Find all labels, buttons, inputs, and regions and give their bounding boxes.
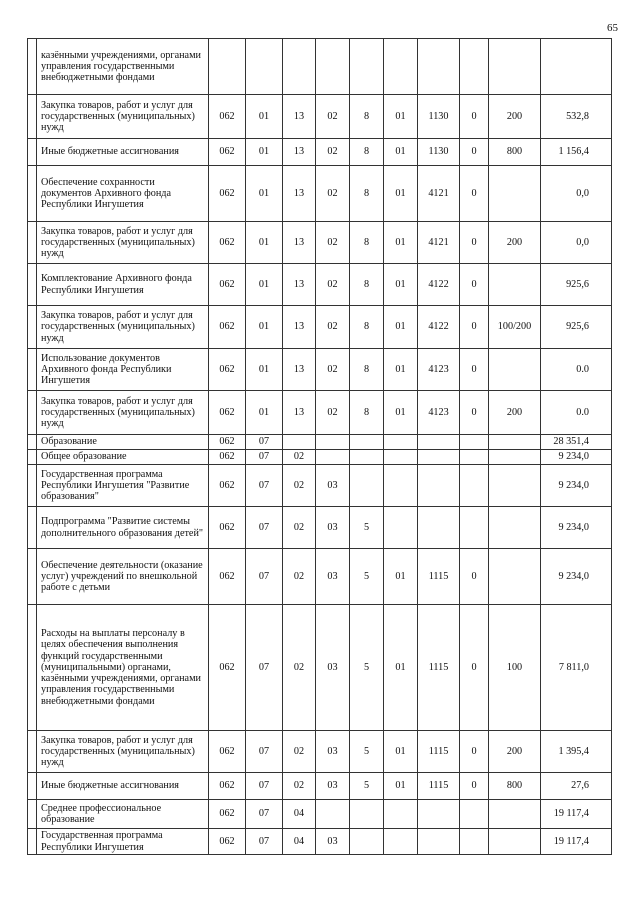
row-number-cell bbox=[28, 435, 37, 450]
code-cell-c3: 02 bbox=[283, 465, 316, 507]
code-cell-c2: 01 bbox=[246, 222, 283, 264]
code-cell-c5: 8 bbox=[350, 264, 384, 306]
code-cell-c7: 1130 bbox=[418, 139, 460, 166]
code-cell-c9 bbox=[489, 264, 541, 306]
code-cell-c7: 4122 bbox=[418, 306, 460, 349]
code-cell-c2: 01 bbox=[246, 349, 283, 391]
code-cell-c5: 8 bbox=[350, 166, 384, 222]
code-cell-c7 bbox=[418, 800, 460, 829]
code-cell-c5: 5 bbox=[350, 731, 384, 773]
amount-cell: 1 395,4 bbox=[541, 731, 612, 773]
code-cell-c1: 062 bbox=[209, 800, 246, 829]
code-cell-c6: 01 bbox=[384, 264, 418, 306]
code-cell-c6: 01 bbox=[384, 549, 418, 605]
code-cell-c5: 8 bbox=[350, 391, 384, 435]
code-cell-c1: 062 bbox=[209, 391, 246, 435]
code-cell-c3: 13 bbox=[283, 139, 316, 166]
item-name-cell: Иные бюджетные ассигнования bbox=[37, 139, 209, 166]
code-cell-c4: 02 bbox=[316, 306, 350, 349]
code-cell-c6 bbox=[384, 39, 418, 95]
code-cell-c9: 200 bbox=[489, 391, 541, 435]
code-cell-c1: 062 bbox=[209, 829, 246, 855]
code-cell-c3: 02 bbox=[283, 507, 316, 549]
amount-cell: 0,0 bbox=[541, 166, 612, 222]
code-cell-c9 bbox=[489, 507, 541, 549]
row-number-cell bbox=[28, 605, 37, 731]
amount-cell: 9 234,0 bbox=[541, 450, 612, 465]
code-cell-c9 bbox=[489, 800, 541, 829]
amount-cell: 28 351,4 bbox=[541, 435, 612, 450]
code-cell-c7: 4121 bbox=[418, 222, 460, 264]
code-cell-c5: 8 bbox=[350, 95, 384, 139]
row-number-cell bbox=[28, 39, 37, 95]
code-cell-c3: 13 bbox=[283, 264, 316, 306]
code-cell-c6: 01 bbox=[384, 166, 418, 222]
code-cell-c7 bbox=[418, 450, 460, 465]
code-cell-c6: 01 bbox=[384, 349, 418, 391]
code-cell-c6 bbox=[384, 829, 418, 855]
code-cell-c6: 01 bbox=[384, 773, 418, 800]
code-cell-c2: 07 bbox=[246, 549, 283, 605]
row-number-cell bbox=[28, 264, 37, 306]
table-row bbox=[28, 391, 612, 435]
code-cell-c8 bbox=[460, 435, 489, 450]
row-number-cell bbox=[28, 306, 37, 349]
code-cell-c3 bbox=[283, 435, 316, 450]
amount-cell: 0.0 bbox=[541, 349, 612, 391]
code-cell-c5 bbox=[350, 450, 384, 465]
code-cell-c1: 062 bbox=[209, 773, 246, 800]
code-cell-c9: 800 bbox=[489, 139, 541, 166]
code-cell-c4: 02 bbox=[316, 222, 350, 264]
code-cell-c7: 1115 bbox=[418, 605, 460, 731]
item-name-cell: казёнными учреждениями, органами управления государственными внебюджетными фондами bbox=[37, 39, 209, 95]
code-cell-c4 bbox=[316, 435, 350, 450]
table-row bbox=[28, 306, 612, 349]
amount-cell: 0,0 bbox=[541, 222, 612, 264]
item-name-cell: Закупка товаров, работ и услуг для государственных (муниципальных) нужд bbox=[37, 95, 209, 139]
amount-cell: 27,6 bbox=[541, 773, 612, 800]
code-cell-c4: 02 bbox=[316, 264, 350, 306]
code-cell-c2: 01 bbox=[246, 95, 283, 139]
code-cell-c8 bbox=[460, 465, 489, 507]
amount-cell: 9 234,0 bbox=[541, 549, 612, 605]
code-cell-c1: 062 bbox=[209, 349, 246, 391]
code-cell-c4: 03 bbox=[316, 465, 350, 507]
code-cell-c2: 01 bbox=[246, 391, 283, 435]
code-cell-c2: 07 bbox=[246, 800, 283, 829]
code-cell-c4: 02 bbox=[316, 166, 350, 222]
code-cell-c4: 03 bbox=[316, 507, 350, 549]
code-cell-c1: 062 bbox=[209, 139, 246, 166]
code-cell-c8: 0 bbox=[460, 264, 489, 306]
amount-cell: 9 234,0 bbox=[541, 507, 612, 549]
code-cell-c2: 07 bbox=[246, 507, 283, 549]
code-cell-c4: 02 bbox=[316, 95, 350, 139]
code-cell-c8 bbox=[460, 39, 489, 95]
code-cell-c7: 1115 bbox=[418, 731, 460, 773]
code-cell-c5: 5 bbox=[350, 773, 384, 800]
table-row bbox=[28, 222, 612, 264]
code-cell-c1: 062 bbox=[209, 731, 246, 773]
row-number-cell bbox=[28, 829, 37, 855]
code-cell-c2: 01 bbox=[246, 139, 283, 166]
table-row bbox=[28, 549, 612, 605]
item-name-cell: Закупка товаров, работ и услуг для государственных (муниципальных) нужд bbox=[37, 391, 209, 435]
code-cell-c1: 062 bbox=[209, 166, 246, 222]
code-cell-c4 bbox=[316, 39, 350, 95]
code-cell-c8: 0 bbox=[460, 222, 489, 264]
code-cell-c3: 02 bbox=[283, 605, 316, 731]
code-cell-c6: 01 bbox=[384, 222, 418, 264]
row-number-cell bbox=[28, 349, 37, 391]
amount-cell bbox=[541, 39, 612, 95]
table-row bbox=[28, 800, 612, 829]
code-cell-c8: 0 bbox=[460, 349, 489, 391]
row-number-cell bbox=[28, 800, 37, 829]
code-cell-c3: 02 bbox=[283, 731, 316, 773]
item-name-cell: Подпрограмма "Развитие системы дополнительного образования детей" bbox=[37, 507, 209, 549]
code-cell-c9: 200 bbox=[489, 731, 541, 773]
code-cell-c1: 062 bbox=[209, 306, 246, 349]
code-cell-c4: 03 bbox=[316, 549, 350, 605]
code-cell-c6: 01 bbox=[384, 731, 418, 773]
code-cell-c4: 03 bbox=[316, 773, 350, 800]
code-cell-c8: 0 bbox=[460, 549, 489, 605]
code-cell-c7: 1115 bbox=[418, 773, 460, 800]
code-cell-c4: 03 bbox=[316, 829, 350, 855]
code-cell-c9 bbox=[489, 450, 541, 465]
amount-cell: 532,8 bbox=[541, 95, 612, 139]
code-cell-c5: 5 bbox=[350, 605, 384, 731]
item-name-cell: Государственная программа Республики Ингушетия "Развитие образования" bbox=[37, 465, 209, 507]
code-cell-c3 bbox=[283, 39, 316, 95]
code-cell-c6 bbox=[384, 450, 418, 465]
code-cell-c7: 4123 bbox=[418, 391, 460, 435]
code-cell-c6: 01 bbox=[384, 306, 418, 349]
table-row bbox=[28, 95, 612, 139]
amount-cell: 0.0 bbox=[541, 391, 612, 435]
table-row bbox=[28, 465, 612, 507]
code-cell-c1: 062 bbox=[209, 95, 246, 139]
code-cell-c6 bbox=[384, 465, 418, 507]
code-cell-c7: 1130 bbox=[418, 95, 460, 139]
item-name-cell: Закупка товаров, работ и услуг для государственных (муниципальных) нужд bbox=[37, 222, 209, 264]
row-number-cell bbox=[28, 391, 37, 435]
code-cell-c5: 5 bbox=[350, 549, 384, 605]
code-cell-c9 bbox=[489, 549, 541, 605]
table-row bbox=[28, 605, 612, 731]
code-cell-c8: 0 bbox=[460, 731, 489, 773]
code-cell-c4: 02 bbox=[316, 139, 350, 166]
code-cell-c8 bbox=[460, 450, 489, 465]
code-cell-c1: 062 bbox=[209, 264, 246, 306]
item-name-cell: Закупка товаров, работ и услуг для государственных (муниципальных) нужд bbox=[37, 731, 209, 773]
code-cell-c6: 01 bbox=[384, 605, 418, 731]
table-row bbox=[28, 39, 612, 95]
code-cell-c3: 13 bbox=[283, 306, 316, 349]
code-cell-c6: 01 bbox=[384, 391, 418, 435]
code-cell-c5: 8 bbox=[350, 349, 384, 391]
code-cell-c2: 07 bbox=[246, 435, 283, 450]
item-name-cell: Закупка товаров, работ и услуг для государственных (муниципальных) нужд bbox=[37, 306, 209, 349]
row-number-cell bbox=[28, 95, 37, 139]
code-cell-c9: 100 bbox=[489, 605, 541, 731]
code-cell-c6 bbox=[384, 800, 418, 829]
code-cell-c6: 01 bbox=[384, 95, 418, 139]
row-number-cell bbox=[28, 773, 37, 800]
code-cell-c3: 13 bbox=[283, 222, 316, 264]
amount-cell: 19 117,4 bbox=[541, 800, 612, 829]
table-row bbox=[28, 731, 612, 773]
table-row bbox=[28, 507, 612, 549]
code-cell-c5 bbox=[350, 465, 384, 507]
code-cell-c5 bbox=[350, 829, 384, 855]
amount-cell: 7 811,0 bbox=[541, 605, 612, 731]
table-row bbox=[28, 166, 612, 222]
amount-cell: 19 117,4 bbox=[541, 829, 612, 855]
amount-cell: 1 156,4 bbox=[541, 139, 612, 166]
code-cell-c2: 01 bbox=[246, 306, 283, 349]
code-cell-c6: 01 bbox=[384, 139, 418, 166]
code-cell-c9: 200 bbox=[489, 95, 541, 139]
budget-table bbox=[27, 38, 612, 855]
table-row bbox=[28, 139, 612, 166]
code-cell-c9 bbox=[489, 349, 541, 391]
code-cell-c1: 062 bbox=[209, 549, 246, 605]
code-cell-c9 bbox=[489, 465, 541, 507]
code-cell-c7 bbox=[418, 465, 460, 507]
code-cell-c1: 062 bbox=[209, 450, 246, 465]
code-cell-c9 bbox=[489, 435, 541, 450]
code-cell-c2: 07 bbox=[246, 450, 283, 465]
row-number-cell bbox=[28, 507, 37, 549]
code-cell-c8 bbox=[460, 800, 489, 829]
amount-cell: 925,6 bbox=[541, 264, 612, 306]
code-cell-c8: 0 bbox=[460, 95, 489, 139]
code-cell-c5: 8 bbox=[350, 306, 384, 349]
code-cell-c1: 062 bbox=[209, 507, 246, 549]
code-cell-c2: 01 bbox=[246, 264, 283, 306]
code-cell-c3: 13 bbox=[283, 391, 316, 435]
code-cell-c2 bbox=[246, 39, 283, 95]
code-cell-c7 bbox=[418, 507, 460, 549]
row-number-cell bbox=[28, 222, 37, 264]
code-cell-c9: 200 bbox=[489, 222, 541, 264]
code-cell-c7: 4121 bbox=[418, 166, 460, 222]
code-cell-c4: 02 bbox=[316, 349, 350, 391]
code-cell-c6 bbox=[384, 435, 418, 450]
row-number-cell bbox=[28, 731, 37, 773]
code-cell-c8: 0 bbox=[460, 139, 489, 166]
code-cell-c5: 8 bbox=[350, 222, 384, 264]
code-cell-c8: 0 bbox=[460, 166, 489, 222]
code-cell-c5: 8 bbox=[350, 139, 384, 166]
table-row bbox=[28, 773, 612, 800]
code-cell-c8: 0 bbox=[460, 773, 489, 800]
table-row bbox=[28, 450, 612, 465]
code-cell-c2: 07 bbox=[246, 773, 283, 800]
code-cell-c9 bbox=[489, 166, 541, 222]
code-cell-c2: 01 bbox=[246, 166, 283, 222]
code-cell-c1: 062 bbox=[209, 222, 246, 264]
code-cell-c5 bbox=[350, 435, 384, 450]
item-name-cell: Образование bbox=[37, 435, 209, 450]
code-cell-c8: 0 bbox=[460, 605, 489, 731]
table-row bbox=[28, 829, 612, 855]
code-cell-c8: 0 bbox=[460, 306, 489, 349]
code-cell-c2: 07 bbox=[246, 829, 283, 855]
item-name-cell: Обеспечение сохранности документов Архивного фонда Республики Ингушетия bbox=[37, 166, 209, 222]
code-cell-c5: 5 bbox=[350, 507, 384, 549]
code-cell-c7: 1115 bbox=[418, 549, 460, 605]
table-row bbox=[28, 264, 612, 306]
page-number: 65 bbox=[607, 22, 618, 34]
table-row bbox=[28, 349, 612, 391]
code-cell-c3: 13 bbox=[283, 166, 316, 222]
code-cell-c4: 03 bbox=[316, 605, 350, 731]
item-name-cell: Среднее профессиональное образование bbox=[37, 800, 209, 829]
row-number-cell bbox=[28, 166, 37, 222]
code-cell-c1: 062 bbox=[209, 605, 246, 731]
item-name-cell: Иные бюджетные ассигнования bbox=[37, 773, 209, 800]
code-cell-c9 bbox=[489, 829, 541, 855]
item-name-cell: Обеспечение деятельности (оказание услуг) учреждений по внешкольной работе с детьми bbox=[37, 549, 209, 605]
code-cell-c2: 07 bbox=[246, 465, 283, 507]
code-cell-c4: 02 bbox=[316, 391, 350, 435]
item-name-cell: Расходы на выплаты персоналу в целях обеспечения выполнения функций государственными (муниципальными) органами, казёнными учреждениями, органами управления государственными внебюджетными фондами bbox=[37, 605, 209, 731]
code-cell-c3: 13 bbox=[283, 95, 316, 139]
code-cell-c4: 03 bbox=[316, 731, 350, 773]
row-number-cell bbox=[28, 450, 37, 465]
amount-cell: 9 234,0 bbox=[541, 465, 612, 507]
code-cell-c6 bbox=[384, 507, 418, 549]
code-cell-c7: 4123 bbox=[418, 349, 460, 391]
code-cell-c8 bbox=[460, 507, 489, 549]
code-cell-c4 bbox=[316, 450, 350, 465]
code-cell-c1: 062 bbox=[209, 465, 246, 507]
code-cell-c2: 07 bbox=[246, 605, 283, 731]
code-cell-c8: 0 bbox=[460, 391, 489, 435]
code-cell-c4 bbox=[316, 800, 350, 829]
code-cell-c2: 07 bbox=[246, 731, 283, 773]
table-row bbox=[28, 435, 612, 450]
code-cell-c7 bbox=[418, 39, 460, 95]
row-number-cell bbox=[28, 549, 37, 605]
code-cell-c1 bbox=[209, 39, 246, 95]
item-name-cell: Использование документов Архивного фонда Республики Ингушетия bbox=[37, 349, 209, 391]
code-cell-c3: 02 bbox=[283, 450, 316, 465]
code-cell-c9 bbox=[489, 39, 541, 95]
item-name-cell: Государственная программа Республики Ингушетия bbox=[37, 829, 209, 855]
code-cell-c9: 100/200 bbox=[489, 306, 541, 349]
code-cell-c9: 800 bbox=[489, 773, 541, 800]
row-number-cell bbox=[28, 465, 37, 507]
code-cell-c3: 04 bbox=[283, 829, 316, 855]
code-cell-c3: 04 bbox=[283, 800, 316, 829]
code-cell-c7 bbox=[418, 829, 460, 855]
code-cell-c3: 13 bbox=[283, 349, 316, 391]
code-cell-c5 bbox=[350, 39, 384, 95]
item-name-cell: Общее образование bbox=[37, 450, 209, 465]
code-cell-c1: 062 bbox=[209, 435, 246, 450]
item-name-cell: Комплектование Архивного фонда Республики Ингушетия bbox=[37, 264, 209, 306]
code-cell-c5 bbox=[350, 800, 384, 829]
code-cell-c7 bbox=[418, 435, 460, 450]
code-cell-c8 bbox=[460, 829, 489, 855]
amount-cell: 925,6 bbox=[541, 306, 612, 349]
code-cell-c3: 02 bbox=[283, 773, 316, 800]
code-cell-c3: 02 bbox=[283, 549, 316, 605]
code-cell-c7: 4122 bbox=[418, 264, 460, 306]
row-number-cell bbox=[28, 139, 37, 166]
